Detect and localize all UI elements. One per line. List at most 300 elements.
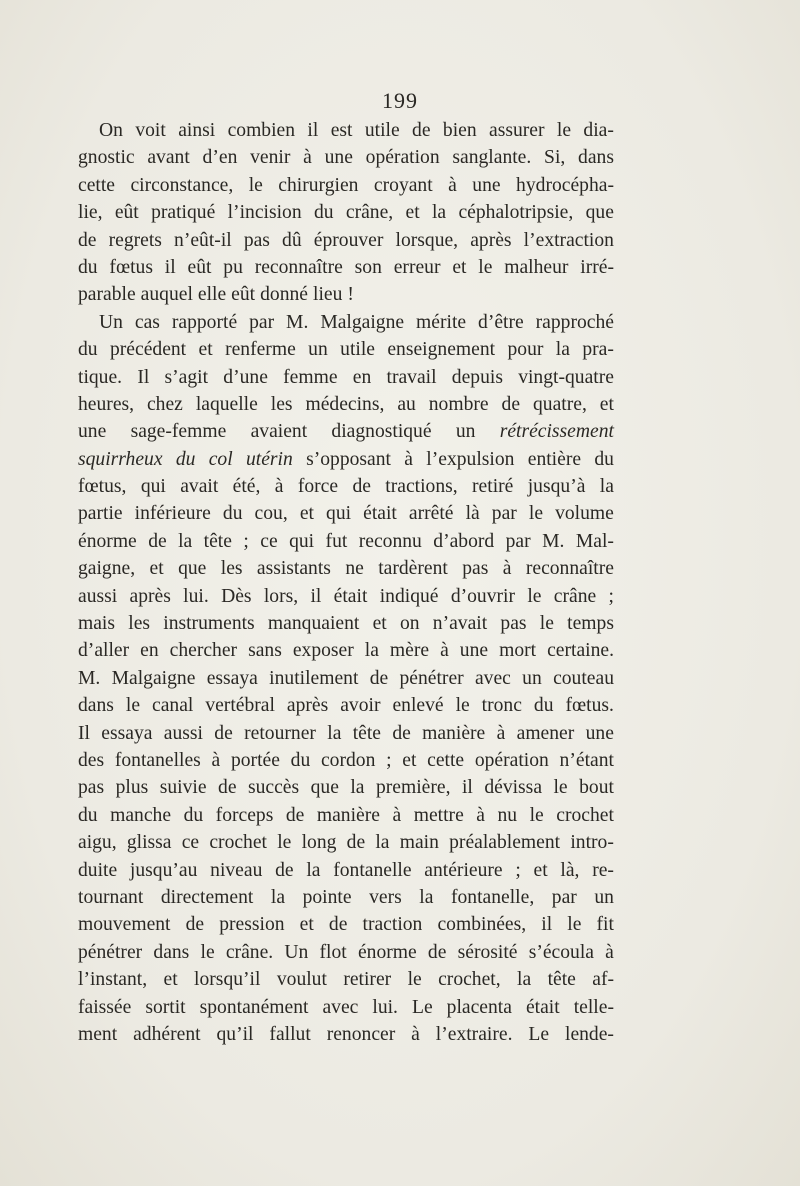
- word: vers: [369, 886, 402, 908]
- word: renferme: [225, 339, 296, 361]
- word: tête: [547, 969, 576, 991]
- word: à: [502, 558, 512, 580]
- word: cette: [78, 174, 115, 196]
- word: opération: [474, 749, 549, 771]
- word: lui.: [183, 585, 209, 607]
- text-line: [78, 774, 614, 801]
- word: à: [411, 1023, 420, 1045]
- text-line: [78, 500, 614, 527]
- word: crochet,: [438, 969, 501, 991]
- word: dans: [153, 941, 190, 963]
- word: long: [301, 832, 337, 854]
- word: de: [352, 476, 371, 498]
- word: rapporté: [171, 311, 238, 333]
- word: la: [270, 886, 286, 908]
- word: dans: [78, 695, 114, 717]
- word: il: [541, 914, 553, 936]
- word: le: [125, 695, 141, 717]
- word: essaya: [101, 722, 153, 744]
- word: le: [539, 613, 554, 635]
- page-number: 199: [382, 88, 418, 113]
- word: canal: [152, 695, 194, 717]
- word: préalablement: [449, 832, 561, 854]
- word: fœtus,: [78, 476, 127, 498]
- word: une: [472, 174, 501, 196]
- word: tronc: [481, 695, 522, 717]
- word: manière: [316, 804, 380, 826]
- word: enseignement: [387, 339, 496, 361]
- word: un: [308, 339, 328, 361]
- word: crâne,: [345, 202, 394, 224]
- word: que: [310, 777, 339, 799]
- word: les: [270, 393, 293, 415]
- word: par: [491, 503, 517, 525]
- word: sortit: [145, 996, 186, 1018]
- word: de: [392, 722, 411, 744]
- italic-word: squirrheux: [78, 448, 163, 470]
- word: le: [556, 120, 572, 141]
- word: n’avait: [432, 613, 488, 635]
- word: lorsqu’il: [194, 969, 261, 991]
- word: manche: [110, 804, 172, 826]
- word: il: [461, 777, 473, 799]
- word: cette: [427, 749, 465, 771]
- text-line: [78, 884, 614, 911]
- word: les: [220, 558, 243, 580]
- text-line: [78, 829, 614, 856]
- word: M.: [542, 530, 565, 552]
- word: après: [129, 585, 171, 607]
- word: pression: [219, 914, 285, 936]
- word: médecins,: [305, 393, 385, 415]
- word: tête: [203, 530, 232, 552]
- word: femme: [283, 366, 338, 388]
- word: lui.: [372, 996, 398, 1018]
- word: tête: [352, 722, 381, 744]
- word: irré-: [580, 256, 614, 278]
- word: reconnaître: [525, 558, 614, 580]
- word: du: [222, 503, 243, 525]
- word: On: [99, 120, 123, 141]
- word: ment: [78, 1023, 118, 1045]
- word: mort: [499, 640, 537, 662]
- word: vertébral: [205, 695, 275, 717]
- word: de: [346, 832, 366, 854]
- word: manière: [422, 722, 486, 744]
- word: duite: [78, 859, 118, 881]
- word: depuis: [451, 366, 503, 388]
- word: Malgaigne: [320, 311, 405, 333]
- word: à: [440, 640, 449, 662]
- word: Un: [99, 311, 123, 333]
- word: de: [501, 393, 521, 415]
- word: le: [567, 914, 582, 936]
- word: hydrocépha-: [516, 174, 614, 196]
- word: avant: [147, 147, 190, 169]
- word: pénétrer: [78, 941, 143, 963]
- word: à: [605, 941, 614, 963]
- word: elle: [197, 284, 227, 306]
- text-line: [78, 172, 614, 199]
- word: crâne.: [225, 941, 274, 963]
- word: eût: [114, 202, 139, 224]
- word: tournant: [78, 886, 144, 908]
- word: combien: [227, 120, 296, 141]
- word: du: [533, 695, 554, 717]
- word: Un: [284, 941, 309, 963]
- word: dia-: [583, 120, 614, 141]
- word: reconnu: [358, 530, 422, 552]
- word: travail: [386, 366, 437, 388]
- word: utile: [340, 339, 375, 361]
- word: par: [505, 530, 531, 552]
- italic-word: rétrécissement: [499, 421, 614, 443]
- word: assistants: [256, 558, 331, 580]
- word: d’une: [223, 366, 268, 388]
- word: céphalotripsie,: [458, 202, 574, 224]
- word: de: [185, 914, 205, 936]
- word: d’en: [202, 147, 238, 169]
- word: cou,: [254, 503, 288, 525]
- word: Il: [78, 722, 90, 744]
- word: une: [78, 421, 107, 443]
- word: inférieure: [134, 503, 211, 525]
- word: l’extraction: [523, 229, 614, 251]
- word: crochet: [556, 804, 614, 826]
- word: était: [333, 585, 368, 607]
- text-line: [78, 555, 614, 582]
- text-line: [78, 637, 614, 664]
- text-line: [78, 144, 614, 171]
- word: Le: [411, 996, 433, 1018]
- word: à: [274, 476, 284, 498]
- word: s’opposant: [306, 448, 391, 470]
- word: bien: [442, 120, 477, 141]
- word: de: [214, 722, 233, 744]
- word: lieu: [313, 284, 343, 306]
- word: diagnostiqué: [331, 421, 432, 443]
- word: flot: [319, 941, 347, 963]
- text-line: [78, 665, 614, 692]
- word: de: [369, 667, 389, 689]
- word: sans: [248, 640, 282, 662]
- word: il: [310, 585, 322, 607]
- word: partie: [78, 503, 123, 525]
- word: voulut: [276, 969, 327, 991]
- text-line: [78, 418, 614, 445]
- word: le: [528, 503, 544, 525]
- word: tique.: [78, 366, 123, 388]
- word: crochet: [209, 832, 267, 854]
- word: heures,: [78, 393, 135, 415]
- word: aussi: [163, 722, 203, 744]
- word: laquelle: [195, 393, 258, 415]
- word: et: [299, 914, 314, 936]
- word: énorme: [78, 530, 137, 552]
- word: main: [399, 832, 439, 854]
- word: retourner: [244, 722, 316, 744]
- word: Il: [137, 366, 150, 388]
- word: le: [527, 585, 542, 607]
- word: spontanément: [199, 996, 309, 1018]
- word: la: [178, 530, 193, 552]
- word: opération: [365, 147, 440, 169]
- word: et: [149, 558, 164, 580]
- word: adhérent: [133, 1023, 201, 1045]
- word: cas: [134, 311, 160, 333]
- word: regrets: [108, 229, 162, 251]
- word: qui: [140, 476, 166, 498]
- word: précédent: [109, 339, 187, 361]
- word: à: [448, 174, 457, 196]
- word: intro-: [570, 832, 614, 854]
- text-line: [78, 911, 614, 938]
- word: pu: [223, 256, 243, 278]
- word: une: [459, 640, 489, 662]
- word: assurer: [489, 120, 545, 141]
- word: d’ouvrir: [450, 585, 516, 607]
- word: essaya: [206, 667, 258, 689]
- word: amener: [516, 722, 575, 744]
- word: !: [347, 284, 354, 306]
- word: enlevé: [392, 695, 444, 717]
- word: retirer: [343, 969, 392, 991]
- word: Dès: [221, 585, 252, 607]
- word: faissée: [78, 996, 132, 1018]
- word: quatre,: [532, 393, 587, 415]
- word: la: [350, 777, 365, 799]
- word: et: [599, 393, 614, 415]
- word: la: [375, 832, 390, 854]
- word: était: [363, 503, 397, 525]
- word: des: [78, 749, 105, 771]
- word: mouvement: [78, 914, 171, 936]
- word: du: [78, 339, 98, 361]
- word: à: [303, 147, 312, 169]
- word: avec: [474, 667, 511, 689]
- word: tardèrent: [378, 558, 448, 580]
- word: un: [594, 886, 614, 908]
- word: fontanelle,: [450, 886, 535, 908]
- word: été,: [232, 476, 261, 498]
- word: ce: [181, 832, 200, 854]
- word: combinées,: [437, 914, 527, 936]
- word: était: [525, 996, 560, 1018]
- word: du: [78, 256, 98, 278]
- word: le: [529, 804, 544, 826]
- word: chez: [146, 393, 183, 415]
- word: d’être: [478, 311, 524, 333]
- text-line: [78, 939, 614, 966]
- word: arrêté: [408, 503, 454, 525]
- word: ;: [243, 530, 249, 552]
- word: ne: [345, 558, 364, 580]
- word: à: [211, 749, 221, 771]
- word: pour: [507, 339, 544, 361]
- word: plus: [115, 777, 149, 799]
- word: à: [496, 722, 506, 744]
- text-line: [78, 966, 614, 993]
- word: bout: [579, 777, 614, 799]
- word: fontanelle: [333, 859, 412, 881]
- word: pas: [78, 777, 105, 799]
- word: ainsi: [178, 120, 216, 141]
- word: pra-: [582, 339, 614, 361]
- word: que: [178, 558, 207, 580]
- word: eût: [231, 284, 256, 306]
- word: et: [372, 613, 387, 635]
- word: avait: [180, 476, 219, 498]
- text-line: [78, 994, 614, 1021]
- word: fallut: [269, 1023, 311, 1045]
- word: aigu,: [78, 832, 117, 854]
- word: par: [551, 886, 577, 908]
- word: force: [297, 476, 339, 498]
- word: eût: [187, 256, 212, 278]
- word: et: [402, 749, 417, 771]
- word: parable: [78, 284, 136, 306]
- word: les: [128, 613, 151, 635]
- word: en: [140, 640, 159, 662]
- italic-word: col: [208, 448, 233, 470]
- word: on: [399, 613, 420, 635]
- word: entière: [527, 448, 582, 470]
- word: la: [555, 339, 570, 361]
- word: le: [455, 695, 470, 717]
- word: traction: [362, 914, 423, 936]
- word: n’eût-il: [174, 229, 232, 251]
- word: la: [327, 722, 342, 744]
- text-line: [78, 227, 614, 254]
- word: pas: [462, 558, 489, 580]
- word: M.: [78, 667, 101, 689]
- word: Si,: [544, 147, 566, 169]
- text-line: [78, 802, 614, 829]
- text-line: [78, 1021, 614, 1048]
- word: couteau: [553, 667, 614, 689]
- word: du: [78, 804, 98, 826]
- word: est: [330, 120, 353, 141]
- word: et: [299, 503, 314, 525]
- word: niveau: [210, 859, 263, 881]
- word: du: [183, 804, 204, 826]
- word: exposer: [292, 640, 354, 662]
- word: il: [164, 256, 176, 278]
- word: de: [328, 914, 348, 936]
- word: à: [404, 448, 413, 470]
- word: auquel: [140, 284, 193, 306]
- word: éprouver: [313, 229, 384, 251]
- word: et: [452, 256, 467, 278]
- text-line: [78, 473, 614, 500]
- word: croyant: [373, 174, 433, 196]
- word: vingt-quatre: [518, 366, 614, 388]
- word: Mal-: [575, 530, 614, 552]
- word: fœtus: [109, 256, 153, 278]
- word: fut: [325, 530, 348, 552]
- word: que: [585, 202, 614, 224]
- word: l’incision: [227, 202, 302, 224]
- word: de: [427, 941, 447, 963]
- word: ;: [608, 585, 614, 607]
- word: fontanelles: [114, 749, 201, 771]
- word: la: [306, 859, 321, 881]
- text-line: [78, 583, 614, 610]
- word: un: [522, 667, 542, 689]
- text-line: [78, 364, 614, 391]
- word: instruments: [163, 613, 255, 635]
- word: fœtus.: [565, 695, 614, 717]
- text-line: [78, 528, 614, 555]
- word: une: [585, 722, 614, 744]
- word: inutilement: [269, 667, 359, 689]
- word: à: [476, 804, 485, 826]
- word: le: [407, 969, 422, 991]
- word: première,: [375, 777, 451, 799]
- word: énorme: [357, 941, 417, 963]
- word: mérite: [416, 311, 467, 333]
- word: portée: [230, 749, 280, 771]
- word: une: [324, 147, 353, 169]
- word: la: [364, 640, 379, 662]
- word: retiré: [472, 476, 514, 498]
- word: re-: [592, 859, 614, 881]
- word: après: [286, 695, 329, 717]
- text-line: [78, 117, 614, 144]
- word: la: [517, 969, 532, 991]
- word: la: [431, 202, 447, 224]
- word: forceps: [215, 804, 274, 826]
- text-line: [78, 281, 614, 308]
- word: cordon: [320, 749, 376, 771]
- word: avoir: [340, 695, 381, 717]
- word: pas: [500, 613, 527, 635]
- word: à: [392, 804, 402, 826]
- word: le: [277, 832, 292, 854]
- word: dans: [578, 147, 614, 169]
- word: reconnaître: [254, 256, 343, 278]
- word: ;: [515, 859, 521, 881]
- word: lende-: [565, 1023, 614, 1045]
- word: son: [354, 256, 382, 278]
- text-line: [78, 610, 614, 637]
- word: l’instant,: [78, 969, 148, 991]
- word: de: [78, 229, 97, 251]
- word: Malgaigne: [111, 667, 196, 689]
- word: donné: [260, 284, 308, 306]
- word: lors,: [263, 585, 299, 607]
- word: directement: [160, 886, 254, 908]
- word: sérosité: [457, 941, 518, 963]
- word: de: [285, 804, 305, 826]
- text-line: [78, 857, 614, 884]
- word: la: [599, 476, 614, 498]
- word: telle-: [573, 996, 614, 1018]
- word: dû: [282, 229, 302, 251]
- word: après: [470, 229, 512, 251]
- word: ;: [386, 749, 392, 771]
- word: circonstance,: [130, 174, 234, 196]
- word: jusqu’au: [129, 859, 198, 881]
- word: Le: [528, 1023, 550, 1045]
- word: de: [412, 120, 431, 141]
- word: M.: [286, 311, 309, 333]
- word: du: [313, 202, 334, 224]
- word: s’écoula: [528, 941, 594, 963]
- word: venir: [250, 147, 291, 169]
- word: il: [307, 120, 319, 141]
- word: du: [290, 749, 311, 771]
